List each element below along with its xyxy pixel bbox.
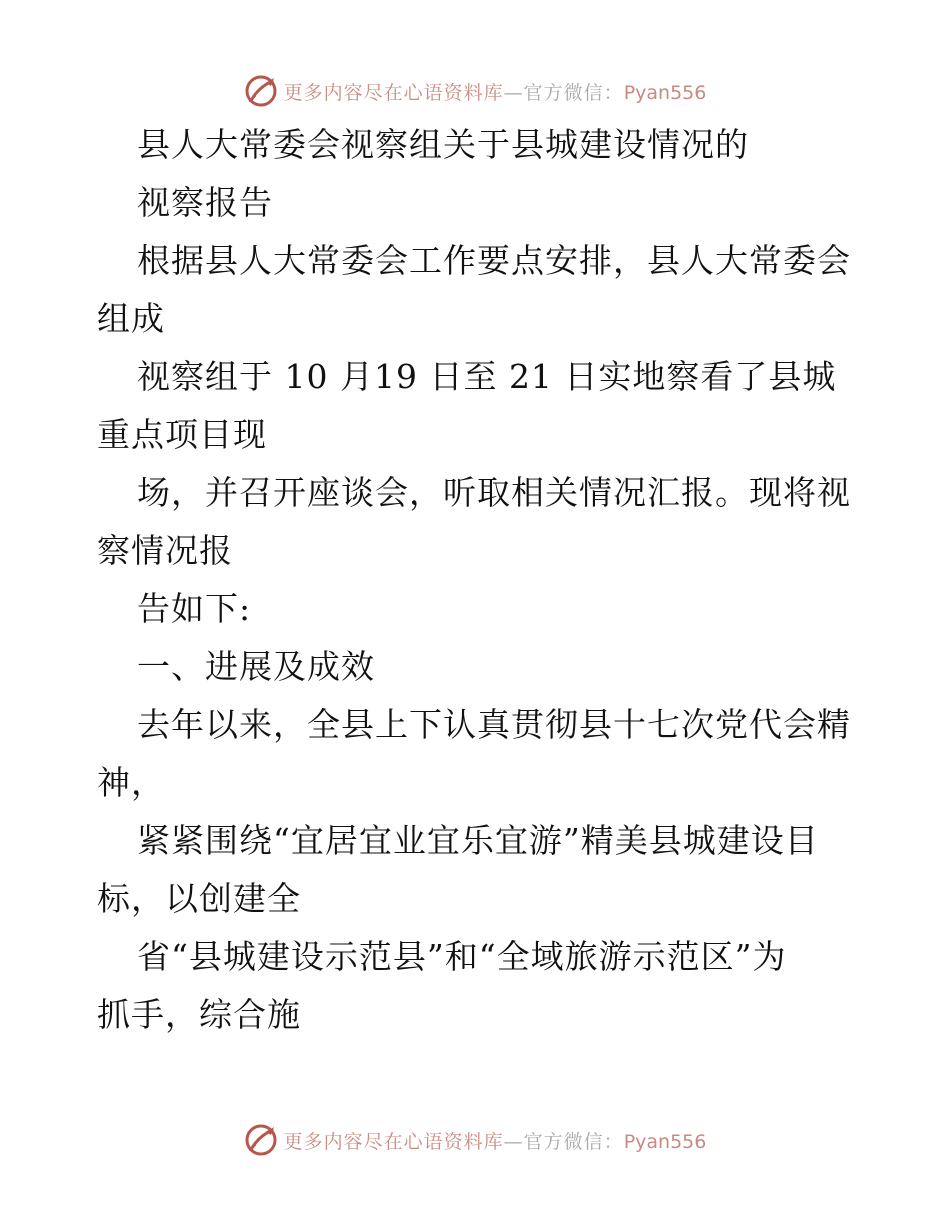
text-line: 组成 (97, 299, 165, 338)
text-line: 视察报告 (137, 183, 273, 222)
text-line: 紧紧围绕“宜居宜业宜乐宜游”精美县城建设目 (137, 821, 819, 860)
text-line: 重点项目现 (97, 415, 267, 454)
watermark-header-part3: Pyan556 (623, 81, 707, 104)
text-line: 抓手，综合施 (97, 995, 301, 1034)
pen-logo-icon (244, 1123, 278, 1157)
watermark-footer-part3: Pyan556 (623, 1130, 707, 1153)
text-line: 察情况报 (97, 531, 233, 570)
watermark-header-part1: 更多内容尽在心语资料库 (283, 81, 504, 104)
watermark-header-text (284, 78, 707, 105)
watermark-header-part2: —官方微信： (503, 81, 624, 104)
text-line: 根据县人大常委会工作要点安排，县人大常委会 (137, 241, 851, 280)
document-body (97, 116, 857, 1044)
pen-logo-icon (244, 74, 278, 108)
watermark-header-content (244, 74, 707, 108)
watermark-footer-content (244, 1123, 707, 1157)
text-line: 告如下: (137, 589, 252, 628)
text-line: 神， (97, 763, 165, 802)
text-line: 一、进展及成效 (137, 647, 375, 686)
text-line: 省“县城建设示范县”和“全域旅游示范区”为 (137, 937, 787, 976)
text-line: 视察组于 10 月19 日至 21 日实地察看了县城 (137, 357, 837, 396)
text-line: 场，并召开座谈会，听取相关情况汇报。现将视 (137, 473, 851, 512)
watermark-footer-part2: —官方微信： (503, 1130, 624, 1153)
text-line: 标，以创建全 (97, 879, 301, 918)
watermark-footer (0, 1120, 950, 1160)
watermark-footer-part1: 更多内容尽在心语资料库 (283, 1130, 504, 1153)
text-line: 县人大常委会视察组关于县城建设情况的 (137, 125, 749, 164)
watermark-footer-text (284, 1127, 707, 1154)
text-line: 去年以来，全县上下认真贯彻县十七次党代会精 (137, 705, 851, 744)
watermark-header (0, 71, 950, 111)
